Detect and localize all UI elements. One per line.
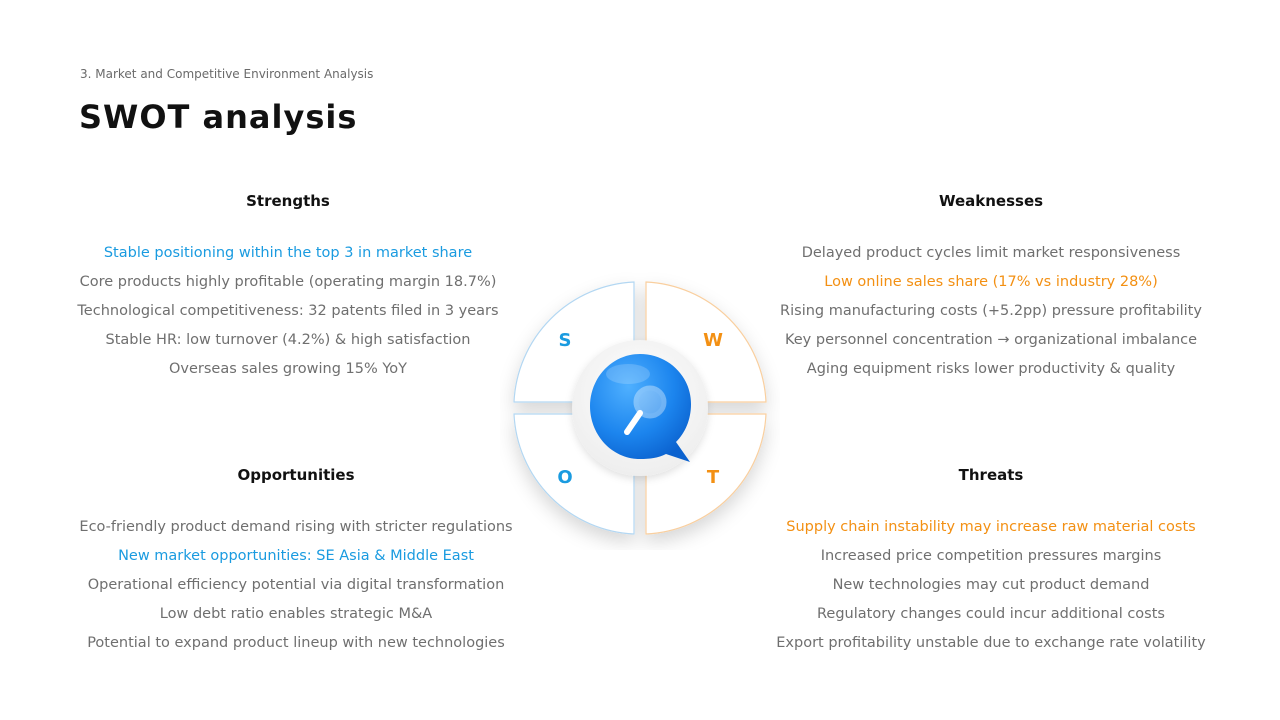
letter-w: W	[703, 330, 723, 351]
threats-item: Regulatory changes could incur additional costs	[817, 606, 1165, 622]
strengths-item: Core products highly profitable (operating margin 18.7%)	[79, 274, 497, 290]
page-title: SWOT analysis	[79, 98, 358, 136]
breadcrumb: 3. Market and Competitive Environment Analysis	[80, 67, 374, 81]
opportunities-item: Low debt ratio enables strategic M&A	[159, 606, 433, 622]
opportunities-item: Eco-friendly product demand rising with stricter regulations	[79, 519, 513, 535]
weaknesses-item: Delayed product cycles limit market responsiveness	[801, 245, 1181, 261]
threats-title: Threats	[958, 466, 1024, 484]
letter-s: S	[558, 330, 572, 351]
weaknesses-item: Key personnel concentration → organizational imbalance	[784, 332, 1198, 348]
opportunities-item: Potential to expand product lineup with new technologies	[87, 635, 505, 651]
opportunities-item: Operational efficiency potential via digital transformation	[87, 577, 505, 593]
opportunities-list	[76, 513, 516, 658]
strengths-item: Overseas sales growing 15% YoY	[168, 361, 408, 377]
letter-o: O	[557, 467, 573, 488]
opportunities-item: New market opportunities: SE Asia & Middle East	[118, 548, 474, 564]
weaknesses-title: Weaknesses	[938, 192, 1044, 210]
threats-item: Export profitability unstable due to exchange rate volatility	[776, 635, 1206, 651]
threats-item: Increased price competition pressures margins	[820, 548, 1162, 564]
strengths-title: Strengths	[246, 192, 330, 210]
strengths-list	[68, 239, 508, 384]
weaknesses-item: Aging equipment risks lower productivity & quality	[806, 361, 1176, 377]
strengths-item: Stable HR: low turnover (4.2%) & high satisfaction	[105, 332, 471, 348]
threats-item: Supply chain instability may increase raw material costs	[786, 519, 1196, 535]
opportunities-section	[76, 465, 516, 658]
strengths-item: Stable positioning within the top 3 in market share	[103, 245, 473, 261]
swot-diagram	[500, 270, 780, 550]
threats-item: New technologies may cut product demand	[832, 577, 1150, 593]
opportunities-title: Opportunities	[237, 466, 355, 484]
letter-t: T	[706, 467, 720, 488]
threats-list	[771, 513, 1211, 658]
weaknesses-item: Rising manufacturing costs (+5.2pp) pressure profitability	[780, 303, 1202, 319]
threats-section	[771, 465, 1211, 658]
weaknesses-list	[771, 239, 1211, 384]
weaknesses-section	[771, 191, 1211, 384]
strengths-section	[68, 191, 508, 384]
weaknesses-item: Low online sales share (17% vs industry 28%)	[824, 274, 1158, 290]
strengths-item: Technological competitiveness: 32 patents filed in 3 years	[77, 303, 499, 319]
